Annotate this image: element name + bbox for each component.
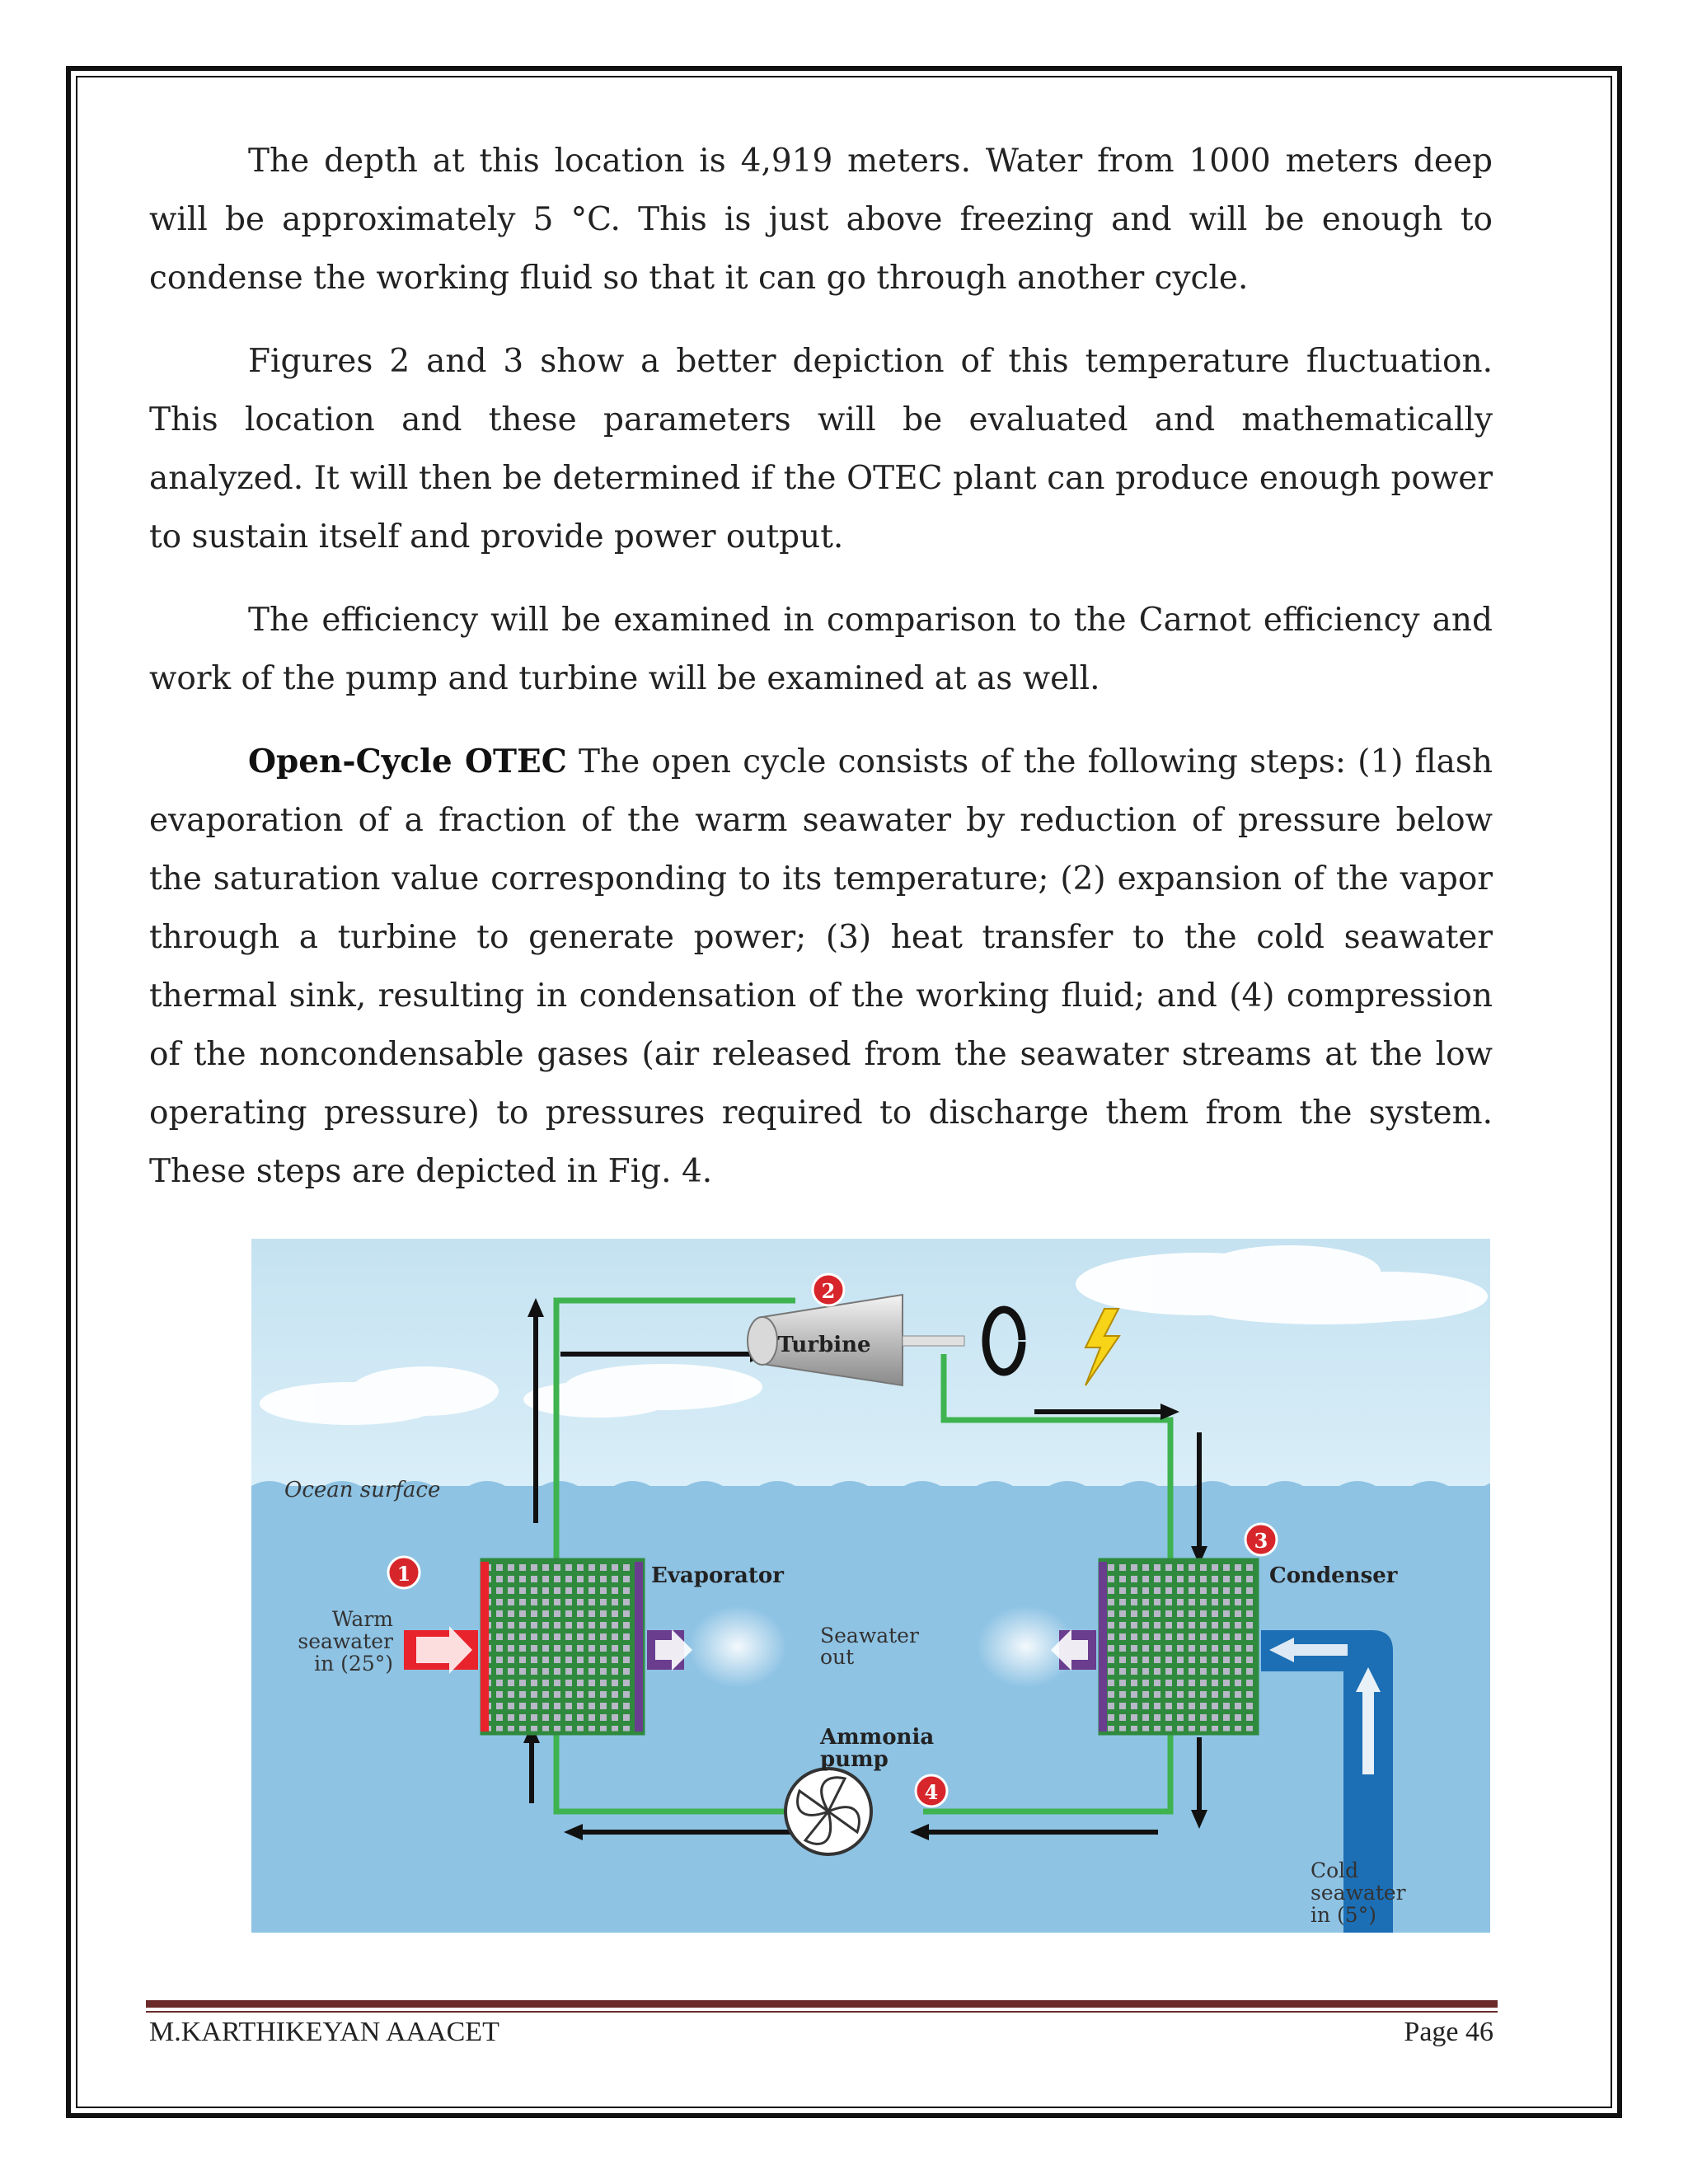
- pump-label-1: Ammonia: [820, 1725, 935, 1750]
- ocean: [251, 1486, 1490, 1933]
- warm-label-3: in (25°): [314, 1652, 393, 1675]
- cold-label-3: in (5°): [1311, 1903, 1376, 1927]
- warm-label-2: seawater: [298, 1629, 393, 1653]
- pump-label-2: pump: [820, 1747, 889, 1772]
- step-badge-4: 4: [924, 1780, 939, 1804]
- open-cycle-heading: Open-Cycle OTEC: [248, 743, 567, 780]
- seawater-out-label-2: out: [820, 1645, 855, 1669]
- glow-left: [688, 1605, 787, 1688]
- cold-label-2: seawater: [1311, 1881, 1406, 1905]
- paragraph-efficiency: The efficiency will be examined in comparison to the Carnot efficiency and work of the pump and turbine will be examined at as well.: [149, 602, 1493, 697]
- page-body: [149, 132, 1493, 1226]
- footer-rule: [146, 2000, 1498, 2008]
- warm-label-1: Warm: [331, 1607, 393, 1631]
- footer-rule-thin: [146, 2011, 1498, 2013]
- paragraph-figures: Figures 2 and 3 show a better depiction of this temperature fluctuation. This location and these parameters will be evaluated and mathematically analyzed. It will then be determined if the OTEC plant can produce enough power to sustain itself and provide power output.: [149, 343, 1493, 555]
- ocean-surface-label: Ocean surface: [284, 1478, 441, 1502]
- seawater-out-label-1: Seawater: [820, 1624, 919, 1647]
- condenser-label: Condenser: [1269, 1563, 1398, 1588]
- cold-label-1: Cold: [1311, 1858, 1359, 1882]
- turbine-label: Turbine: [777, 1333, 871, 1357]
- footer-author: M.KARTHIKEYAN AAACET: [149, 2017, 499, 2047]
- footer-page-number: Page 46: [1404, 2017, 1493, 2047]
- step-badge-2: 2: [821, 1279, 836, 1303]
- otec-diagram: [251, 1239, 1490, 1933]
- open-cycle-text: The open cycle consists of the following steps: (1) flash evaporation of a fraction of the warm seawater by reduction of pressure below the saturation value corresponding to its temperature; (2) expansion of the vapor through a turbine to generate power; (3) heat transfer to the cold seawater thermal sink, resulting in condensation of the working fluid; and (4) compression of the noncondensable gases (air released from the seawater streams at the low operating pressure) to pressures required to discharge them from the system. These steps are depicted in Fig. 4.: [149, 743, 1493, 1190]
- step-badge-1: 1: [396, 1562, 411, 1586]
- paragraph-open-cycle: [149, 733, 1493, 1201]
- step-badge-3: 3: [1254, 1529, 1268, 1553]
- otec-diagram-svg: [251, 1239, 1490, 1933]
- evaporator-label: Evaporator: [651, 1563, 784, 1588]
- paragraph-depth: The depth at this location is 4,919 meters. Water from 1000 meters deep will be approximately 5 °C. This is just above freezing and will be enough to condense the working fluid so that it can go through another cycle.: [149, 143, 1493, 297]
